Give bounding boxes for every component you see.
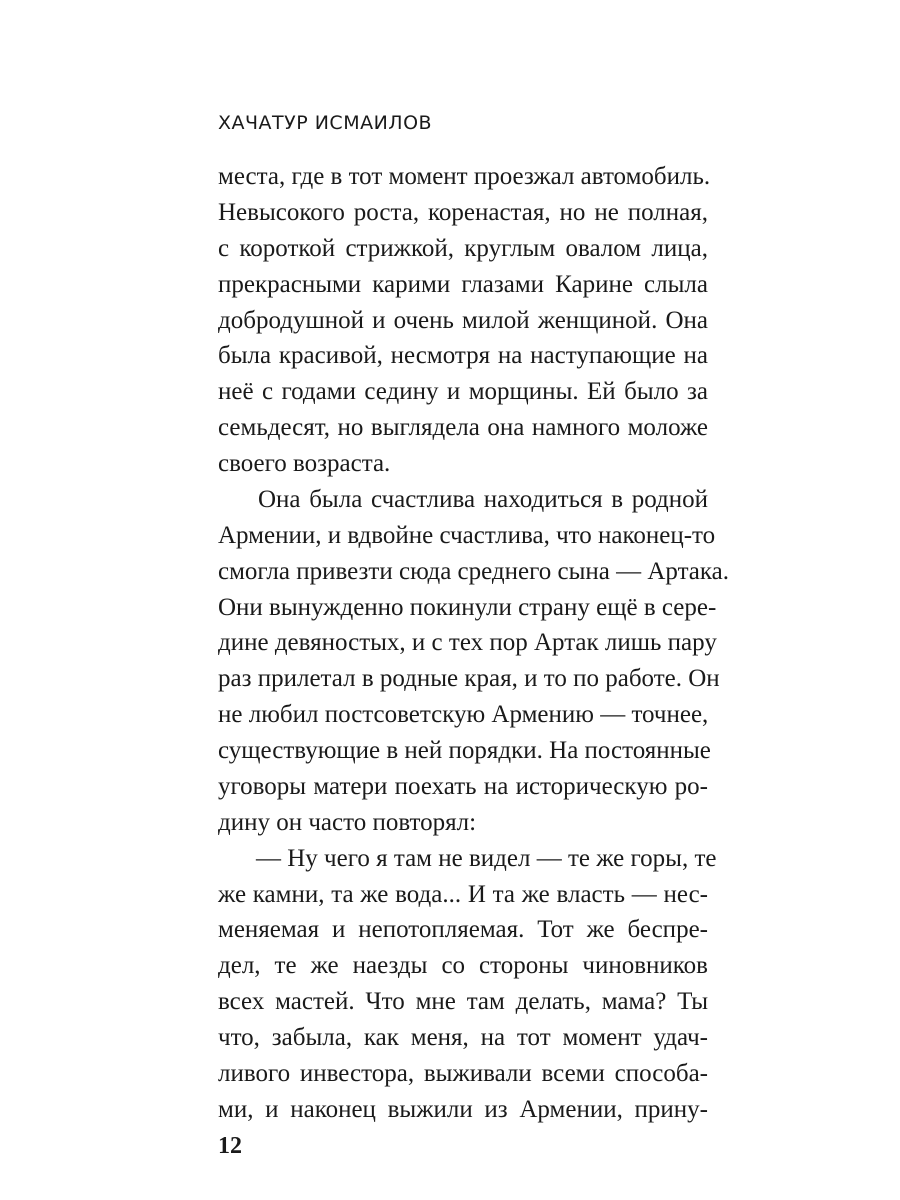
text-line: — Ну чего я там не видел — те же горы, те bbox=[256, 844, 717, 872]
text-line: меняемая и непотопляемая. Тот же беспре- bbox=[218, 916, 708, 944]
text-line: дине девяностых, и с тех пор Артак лишь пару bbox=[218, 629, 717, 657]
text-line: неё с годами седину и морщины. Ей было за bbox=[218, 378, 708, 406]
text-line: ливого инвестора, выживали всеми способа- bbox=[218, 1060, 708, 1087]
text-line: не любил постсоветскую Армению — точнее, bbox=[218, 701, 709, 729]
text-line: места, где в тот момент проезжал автомобиль. bbox=[218, 163, 711, 190]
text-line: прекрасными карими глазами Карине слыла bbox=[218, 270, 708, 298]
text-line: уговоры матери поехать на историческую ро- bbox=[218, 772, 708, 800]
text-line: ми, и наконец выжили из Армении, прину- bbox=[218, 1095, 708, 1123]
text-line: же камни, та же вода... И та же власть — нес- bbox=[218, 880, 708, 908]
text-line: своего возраста. bbox=[218, 450, 391, 478]
running-header: ХАЧАТУР ИСМАИЛОВ bbox=[218, 112, 433, 134]
text-line: дину он часто повторял: bbox=[218, 808, 477, 836]
page-number: 12 bbox=[218, 1132, 242, 1159]
text-line: всех мастей. Что мне там делать, мама? Ты bbox=[218, 988, 708, 1016]
text-line: существующие в ней порядки. На постоянные bbox=[218, 737, 711, 765]
text-line: была красивой, несмотря на наступающие на bbox=[218, 342, 708, 370]
text-line: с короткой стрижкой, круглым овалом лица, bbox=[218, 234, 708, 262]
text-line: семьдесят, но выглядела она намного моложе bbox=[218, 414, 708, 442]
text-line: Армении, и вдвойне счастлива, что наконец-то bbox=[218, 521, 716, 549]
text-line: Невысокого роста, коренастая, но не полная, bbox=[218, 198, 708, 226]
text-line: дел, те же наезды со стороны чиновников bbox=[218, 952, 708, 980]
text-line: раз прилетал в родные края, и то по работе. Он bbox=[218, 665, 720, 693]
text-line: Она была счастлива находиться в родной bbox=[258, 485, 708, 513]
text-line: Они вынужденно покинули страну ещё в сере- bbox=[218, 593, 717, 621]
text-line: добродушной и очень милой женщиной. Она bbox=[218, 306, 708, 334]
text-line: смогла привезти сюда среднего сына — Артака. bbox=[218, 557, 730, 585]
text-line: что, забыла, как меня, на тот момент удач- bbox=[218, 1024, 708, 1052]
